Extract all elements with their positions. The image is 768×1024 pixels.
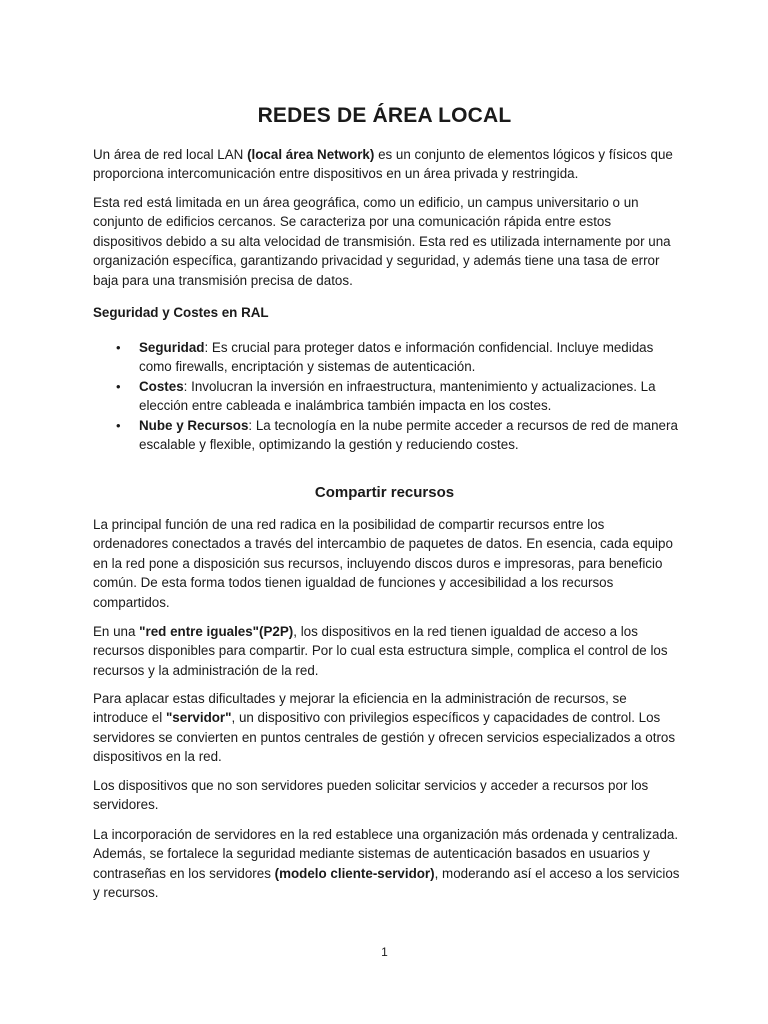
sharing-p3-start: Para aplacar estas dificultades y mejorar la eficiencia en la administración de recursos, se introduce el (93, 691, 627, 726)
bullet-term: Costes (139, 378, 184, 394)
sharing-paragraph-4: Los dispositivos que no son servidores pueden solicitar servicios y acceder a recursos por los servidores. (93, 778, 649, 813)
bullet-text: : Involucran la inversión en infraestructura, mantenimiento y actualizaciones. La elección entre cableada e inalámbrica también impacta en los costes. (139, 378, 656, 414)
sharing-p5-start: La incorporación de servidores en la red establece una organización más ordenada y centralizada. Además, se fortalece la seguridad mediante sistemas de autenticación basados en usuarios y contraseñas en los servidores (93, 827, 679, 881)
bullet-dot: • (116, 378, 121, 394)
page-number: 1 (381, 945, 388, 959)
security-bullet-list (93, 338, 683, 454)
sharing-p2-end: , los dispositivos en la red tienen igualdad de acceso a los recursos disponibles para compartir. Por lo cual esta estructura simple, complica el control de los recursos y la administración de la red. (93, 624, 668, 678)
list-item (93, 377, 683, 416)
sharing-p5-end: , moderando así el acceso a los servicios y recursos. (93, 865, 680, 901)
security-heading: Seguridad y Costes en RAL (93, 305, 269, 320)
sharing-p3-end: , un dispositivo con privilegios específicos y capacidades de control. Los servidores se convierten en puntos centrales de gestión y ofrecen servicios especializados a otros dispositivos en la red. (93, 710, 676, 765)
sharing-p2-bold: "red entre iguales"(P2P) (139, 624, 294, 639)
bullet-text: : La tecnología en la nube permite acceder a recursos de red de manera escalable y flexible, optimizando la gestión y reduciendo costes. (139, 417, 678, 453)
sharing-paragraph-1: La principal función de una red radica en la posibilidad de compartir recursos entre los ordenadores conectados a través del intercambio de paquetes de datos. En esencia, cada equipo en la red pone a disposición sus recursos, incluyendo discos duros e impresoras, para beneficio común. De esta forma todos tienen igualdad de funciones y accesibilidad a los recursos compartidos. (93, 517, 673, 610)
sharing-p3-bold: "servidor" (165, 710, 232, 726)
bullet-dot: • (116, 417, 121, 433)
bullet-text: : Es crucial para proteger datos e información confidencial. Incluye medidas como firewalls, encriptación y sistemas de autenticación. (139, 340, 654, 375)
intro-p1-start: Un área de red local LAN (93, 147, 248, 162)
intro-p1-end: es un conjunto de elementos lógicos y físicos que proporciona intercomunicación entre dispositivos en un área privada y restringida. (93, 147, 673, 182)
document-title: REDES DE ÁREA LOCAL (257, 104, 512, 127)
bullet-term: Seguridad (139, 340, 205, 355)
intro-p1-bold: (local área Network) (247, 147, 375, 162)
sharing-paragraph-2 (93, 622, 683, 680)
sharing-heading: Compartir recursos (314, 484, 455, 501)
sharing-p5-bold: (modelo cliente-servidor) (274, 865, 435, 881)
sharing-paragraph-5 (93, 825, 683, 903)
intro-paragraph-1 (93, 145, 683, 184)
bullet-dot: • (116, 340, 121, 355)
sharing-p2-start: En una (93, 624, 140, 639)
list-item (93, 416, 683, 455)
list-item (93, 338, 683, 377)
sharing-paragraph-3 (93, 689, 683, 767)
intro-paragraph-2: Esta red está limitada en un área geográfica, como un edificio, un campus universitario o un conjunto de edificios cercanos. Se caracteriza por una comunicación rápida entre estos dispositivos debido a su alta velocidad de transmisión. Esta red es utilizada internamente por una organización específica, garantizando privacidad y seguridad, y además tiene una tasa de error baja para una transmisión precisa de datos. (93, 195, 671, 288)
bullet-term: Nube y Recursos (139, 417, 249, 433)
